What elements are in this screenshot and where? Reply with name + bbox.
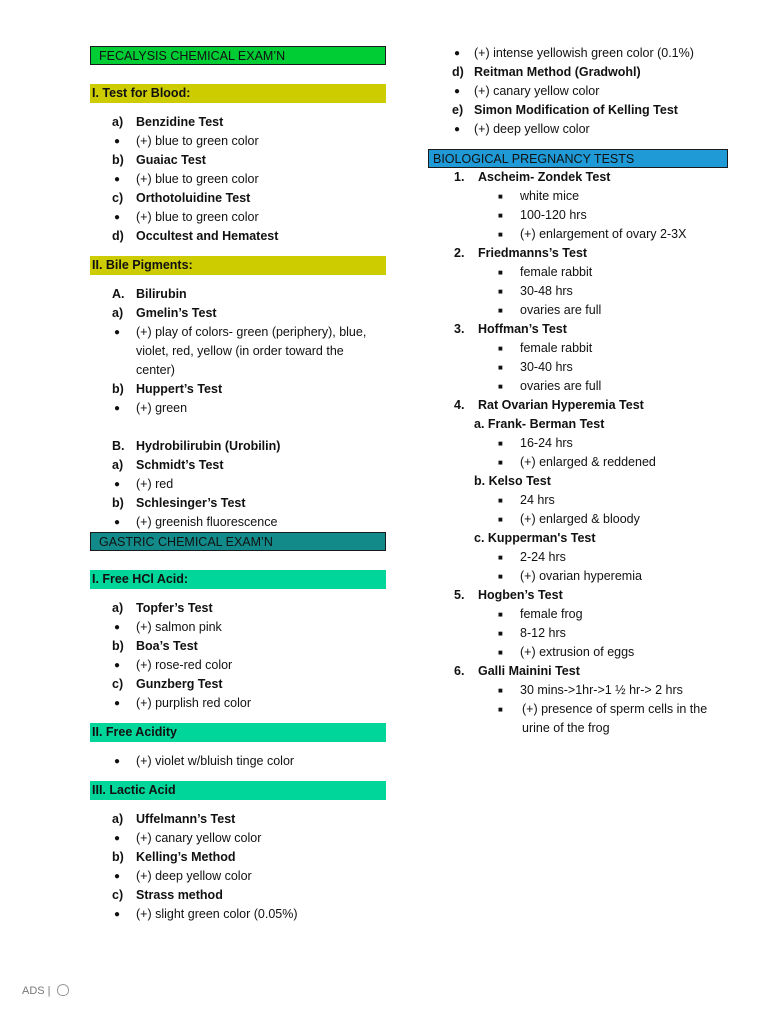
- list-item: d) Reitman Method (Gradwohl): [452, 65, 641, 79]
- square-bullet-icon: ■: [498, 363, 503, 372]
- list-item: ● (+) deep yellow color: [90, 867, 386, 886]
- bullet-icon: ●: [114, 871, 121, 882]
- list-item: ■ 16-24 hrs: [428, 434, 728, 453]
- list-item: a) Benzidine Test: [112, 115, 224, 129]
- list-item: b) Kelling’s Method: [112, 850, 236, 864]
- bullet-icon: ●: [454, 86, 461, 97]
- bullet-icon: ●: [114, 622, 121, 633]
- square-bullet-icon: ■: [498, 553, 503, 562]
- list-item: ● (+) greenish fluorescence: [90, 513, 386, 532]
- square-bullet-icon: ■: [498, 230, 503, 239]
- square-bullet-icon: ■: [498, 572, 503, 581]
- list-item: ■ female frog: [428, 605, 728, 624]
- square-bullet-icon: ■: [498, 439, 503, 448]
- square-bullet-icon: ■: [498, 211, 503, 220]
- bullet-icon: ●: [114, 909, 121, 920]
- list-item: ■ female rabbit: [428, 263, 728, 282]
- cat-face-icon: [57, 984, 69, 996]
- square-bullet-icon: ■: [498, 458, 503, 467]
- square-bullet-icon: ■: [498, 382, 503, 391]
- list-item: b) Huppert’s Test: [112, 382, 223, 396]
- list-item: ● (+) deep yellow color: [428, 120, 728, 139]
- bullet-icon: ●: [114, 833, 121, 844]
- list-item: ■ 30-40 hrs: [428, 358, 728, 377]
- left-column: [90, 46, 386, 924]
- list-item: ■ 2-24 hrs: [428, 548, 728, 567]
- list-item: ● (+) red: [90, 475, 386, 494]
- list-item: d) Occultest and Hematest: [112, 229, 279, 243]
- list-item: ■ ovaries are full: [428, 377, 728, 396]
- square-bullet-icon: ■: [498, 268, 503, 277]
- list-item: ● (+) green: [90, 399, 386, 418]
- blood-section-title: I. Test for Blood:: [90, 84, 386, 103]
- list-item: ● (+) blue to green color: [90, 170, 386, 189]
- list-item: ● (+) salmon pink: [90, 618, 386, 637]
- bile-section-title: II. Bile Pigments:: [90, 256, 386, 275]
- bullet-icon: ●: [454, 48, 461, 59]
- list-item: ● (+) canary yellow color: [90, 829, 386, 848]
- list-item: ● (+) rose-red color: [90, 656, 386, 675]
- list-item: ■ (+) presence of sperm cells in the urine of the frog: [498, 702, 708, 735]
- list-item: ■ ovaries are full: [428, 301, 728, 320]
- list-item: B. Hydrobilirubin (Urobilin): [112, 439, 281, 453]
- square-bullet-icon: ■: [498, 648, 503, 657]
- square-bullet-icon: ■: [498, 496, 503, 505]
- bullet-icon: ●: [114, 479, 121, 490]
- gastric-header: GASTRIC CHEMICAL EXAM’N: [90, 532, 386, 551]
- list-item: ■ (+) enlarged & reddened: [428, 453, 728, 472]
- list-item: ■ 8-12 hrs: [428, 624, 728, 643]
- list-item: ● (+) blue to green color: [90, 132, 386, 151]
- lactic-section-title: III. Lactic Acid: [90, 781, 386, 800]
- list-item: a) Topfer’s Test: [112, 601, 213, 615]
- list-item: ■ (+) enlargement of ovary 2-3X: [428, 225, 728, 244]
- list-item: 2. Friedmanns’s Test: [454, 246, 588, 260]
- list-item: ● (+) purplish red color: [90, 694, 386, 713]
- bullet-icon: ●: [454, 124, 461, 135]
- list-item: A. Bilirubin: [112, 287, 187, 301]
- list-item: ■ (+) enlarged & bloody: [428, 510, 728, 529]
- list-item: ● (+) violet w/bluish tinge color: [90, 752, 386, 771]
- list-item: ■ (+) ovarian hyperemia: [428, 567, 728, 586]
- fecalysis-header: FECALYSIS CHEMICAL EXAM’N: [90, 46, 386, 65]
- list-item: b) Schlesinger’s Test: [112, 496, 246, 510]
- right-column: [428, 44, 728, 738]
- list-item: ● (+) intense yellowish green color (0.1%): [428, 44, 728, 63]
- bullet-icon: ●: [114, 756, 121, 767]
- bullet-icon: ●: [114, 212, 121, 223]
- list-item: ■ 24 hrs: [428, 491, 728, 510]
- list-item: 1. Ascheim- Zondek Test: [454, 170, 611, 184]
- list-item: 5. Hogben’s Test: [454, 588, 563, 602]
- square-bullet-icon: ■: [498, 306, 503, 315]
- square-bullet-icon: ■: [498, 287, 503, 296]
- list-item: 3. Hoffman’s Test: [454, 322, 567, 336]
- list-item: b) Boa’s Test: [112, 639, 198, 653]
- bullet-icon: ●: [114, 403, 121, 414]
- pregnancy-header: BIOLOGICAL PREGNANCY TESTS: [428, 149, 728, 168]
- square-bullet-icon: ■: [498, 515, 503, 524]
- list-item: ■ 100-120 hrs: [428, 206, 728, 225]
- hcl-section-title: I. Free HCl Acid:: [90, 570, 386, 589]
- list-item: c) Gunzberg Test: [112, 677, 223, 691]
- square-bullet-icon: ■: [498, 192, 503, 201]
- page-footer: ADS |: [22, 984, 69, 997]
- list-item: a) Gmelin’s Test: [112, 306, 217, 320]
- list-item: ■ female rabbit: [428, 339, 728, 358]
- list-item: b. Kelso Test: [474, 474, 551, 488]
- list-item: ■ 30 mins->1hr->1 ½ hr-> 2 hrs: [428, 681, 728, 700]
- list-item: b) Guaiac Test: [112, 153, 206, 167]
- list-item: a. Frank- Berman Test: [474, 417, 605, 431]
- bullet-icon: ●: [114, 327, 121, 338]
- list-item: c) Strass method: [112, 888, 223, 902]
- list-item: c. Kupperman's Test: [474, 531, 596, 545]
- bullet-icon: ●: [114, 660, 121, 671]
- square-bullet-icon: ■: [498, 686, 503, 695]
- bullet-icon: ●: [114, 517, 121, 528]
- list-item: ● (+) play of colors- green (periphery), blue, violet, red, yellow (in order toward the center): [114, 325, 367, 377]
- square-bullet-icon: ■: [498, 629, 503, 638]
- square-bullet-icon: ■: [498, 705, 503, 714]
- acidity-section-title: II. Free Acidity: [90, 723, 386, 742]
- list-item: a) Uffelmann’s Test: [112, 812, 236, 826]
- list-item: a) Schmidt’s Test: [112, 458, 224, 472]
- square-bullet-icon: ■: [498, 344, 503, 353]
- list-item: 4. Rat Ovarian Hyperemia Test: [454, 398, 644, 412]
- list-item: ■ (+) extrusion of eggs: [428, 643, 728, 662]
- list-item: ● (+) slight green color (0.05%): [90, 905, 386, 924]
- bullet-icon: ●: [114, 174, 121, 185]
- bullet-icon: ●: [114, 136, 121, 147]
- list-item: 6. Galli Mainini Test: [454, 664, 580, 678]
- square-bullet-icon: ■: [498, 610, 503, 619]
- bullet-icon: ●: [114, 698, 121, 709]
- list-item: ■ white mice: [428, 187, 728, 206]
- list-item: e) Simon Modification of Kelling Test: [452, 103, 678, 117]
- list-item: ● (+) blue to green color: [90, 208, 386, 227]
- list-item: c) Orthotoluidine Test: [112, 191, 251, 205]
- list-item: ● (+) canary yellow color: [428, 82, 728, 101]
- list-item: ■ 30-48 hrs: [428, 282, 728, 301]
